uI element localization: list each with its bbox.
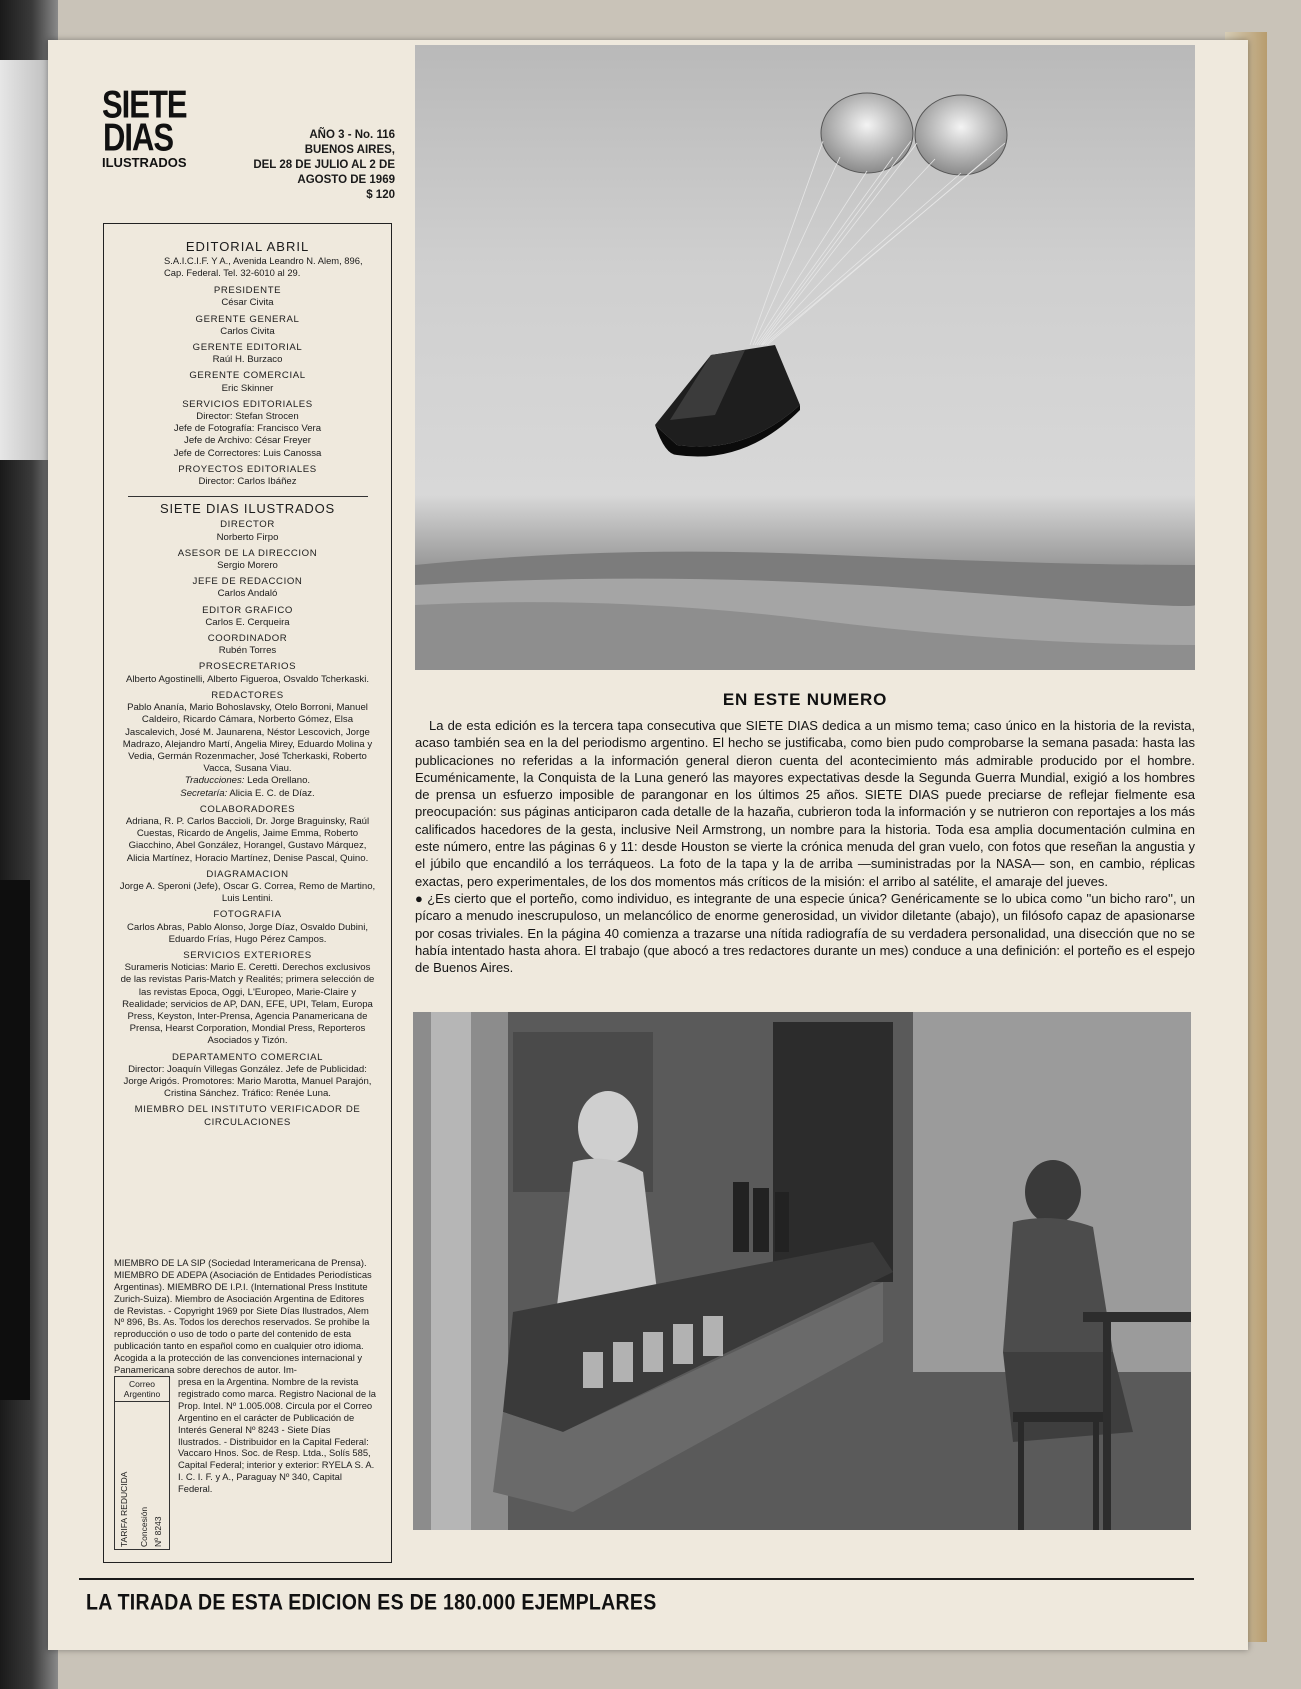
fotografia-list: Carlos Abras, Pablo Alonso, Jorge Díaz, Osvaldo Dubini, Eduardo Frías, Hugo Pérez Campos.	[126, 921, 369, 945]
servicios-line: Jefe de Archivo: César Freyer	[184, 435, 311, 447]
apollo-capsule-photo	[415, 45, 1195, 670]
staff-name: Eric Skinner	[221, 382, 274, 394]
glare-highlight	[0, 60, 52, 460]
diagramacion-heading: DIAGRAMACION	[206, 868, 289, 880]
siete-dias-logo	[102, 82, 187, 171]
staff-role: EDITOR GRAFICO	[202, 604, 293, 616]
proyectos-heading: PROYECTOS EDITORIALES	[178, 463, 317, 475]
stamp-top: Correo Argentino	[115, 1377, 169, 1402]
issue-info	[205, 128, 395, 203]
colaboradores-list: Adriana, R. P. Carlos Baccioli, Dr. Jorge Braguinsky, Raúl Cuestas, Ricardo de Angelis, Jaime Emma, Roberto Giacchino, Abel González, Horangel, Gustavo Márquez, Alicia Martínez, Horacio Martínez, Denise Pascal, Quino.	[125, 815, 370, 864]
staff-name: Carlos Civita	[220, 325, 275, 337]
redactores-list: Pablo Ananía, Mario Bohoslavsky, Otelo Borroni, Manuel Caldeiro, Ricardo Cámara, Norberto Gómez, Elsa Jascalevich, José M. Jaunarena, Néstor Lescovich, Jorge Madrazo, Alejandro Martí, Angelia Mirey, Eduardo Molina y Vedia, Germán Rozenmacher, José Tcherkaski, Roberto Vacca, Susana Viau.	[122, 702, 373, 775]
staff-role: GERENTE GENERAL	[195, 313, 300, 325]
comercial-heading: DEPARTAMENTO COMERCIAL	[171, 1051, 324, 1063]
article-paragraph-2: ● ¿Es cierto que el porteño, como individuo, es integrante de una especie única? Genéricamente se lo ubica como ''un bicho raro'', un pícaro a menudo inescrupuloso, un melancólico de enorme generosidad, un vividor diletante (abajo), un filósofo capaz de apasionarse por cosas triviales. En la página 40 comienza a trazarse una nítida radiografía de su verdadera personalidad, una disección que no se había intentado hasta ahora. El trabajo (que abocó a tres redactores durante un mes) conduce a una definición: el porteño es el espejo de Buenos Aires.	[415, 890, 1195, 976]
traducciones-label: Traducciones:	[184, 775, 245, 787]
issue-dates-2: AGOSTO DE 1969	[297, 174, 395, 186]
print-run-note: LA TIRADA DE ESTA EDICION ES DE 180.000 EJEMPLARES	[86, 1590, 657, 1616]
secretaria-label: Secretaría:	[180, 787, 228, 799]
bar-scene-photo	[413, 1012, 1191, 1530]
masthead-box	[103, 223, 392, 1563]
postal-stamp	[114, 1376, 170, 1550]
article-body	[415, 717, 1195, 976]
article-paragraph-1: La de esta edición es la tercera tapa consecutiva que SIETE DIAS dedica a un mismo tema; caso único en la historia de la revista, acaso también sea en la del periodismo argentino. El hecho se justificaba, como bien pudo comprobarse la semana pasada: hasta las publicaciones no referidas a la información general dieron cuenta del acontecimiento más admirable producido por el hombre. Ecuménicamente, la Conquista de la Luna generó las mayores expectativas desde la Segunda Guerra Mundial, exigió a los hombres de prensa un esfuerzo imposible de parangonar en los últimos 25 años. SIETE DIAS puede preciarse de reflejar fielmente esa preocupación: sus páginas anticiparon cada detalle de la hazaña, cubrieron toda la información y se nutrieron con reportajes a los más calificados hacedores de la gesta, inclusive Neil Armstrong, un nombre para la historia. Toda esa amplia documentación culmina en este número, entre las páginas 6 y 11: desde Houston se vierte la crónica menuda del gran vuelo, con fotos que reseñan la angustia y el júbilo que encandiló a los terráqueos. La foto de la tapa y la de arriba —suministradas por la NASA— son, en cambio, réplicas exactas, pero experimentales, de los dos momentos más críticos de la misión: el arribo al satélite, el amaraje del jueves.	[415, 718, 1195, 889]
staff-role: ASESOR DE LA DIRECCION	[177, 547, 318, 559]
publisher-address: S.A.I.C.I.F. Y A., Avenida Leandro N. Alem, 896, Cap. Federal. Tel. 32-6010 al 29.	[164, 255, 363, 279]
staff-name: Raúl H. Burzaco	[212, 354, 283, 366]
issue-city: BUENOS AIRES,	[304, 144, 395, 156]
magazine-title: SIETE DIAS ILUSTRADOS	[159, 501, 335, 517]
staff-name: Carlos E. Cerqueira	[205, 616, 290, 628]
redactores-heading: REDACTORES	[211, 689, 284, 701]
proyectos-line: Director: Carlos Ibáñez	[198, 476, 297, 488]
servicios-heading: SERVICIOS EDITORIALES	[182, 398, 313, 410]
staff-role: COORDINADOR	[207, 633, 288, 645]
legal-block	[114, 1257, 376, 1550]
footer-rule	[79, 1578, 1194, 1580]
logo-line-1: SIETE	[102, 82, 187, 127]
stamp-concesion: Concesión	[139, 1506, 149, 1547]
exteriores-heading: SERVICIOS EXTERIORES	[183, 949, 312, 961]
fotografia-heading: FOTOGRAFIA	[213, 909, 282, 921]
servicios-line: Jefe de Fotografía: Francisco Vera	[173, 423, 322, 435]
logo-line-2: DIAS	[102, 115, 174, 159]
prosecretarios-list: Alberto Agostinelli, Alberto Figueroa, Osvaldo Tcherkaski.	[126, 673, 369, 685]
bar-scene-illustration	[413, 1012, 1191, 1530]
staff-role: PRESIDENTE	[213, 285, 282, 297]
divider	[128, 496, 368, 497]
colaboradores-heading: COLABORADORES	[199, 803, 296, 815]
servicios-line: Jefe de Correctores: Luis Canossa	[173, 447, 322, 459]
staff-name: Rubén Torres	[218, 645, 277, 657]
prosecretarios-heading: PROSECRETARIOS	[198, 661, 297, 673]
issue-dates-1: DEL 28 DE JULIO AL 2 DE	[253, 159, 395, 171]
exteriores-list: Surameris Noticias: Mario E. Ceretti. Derechos exclusivos de las revistas Paris-Match y Realités; primera selección de las revistas Epoca, Oggi, L'Europeo, Marie-Claire y Realidade; servicios de AP, DAN, EFE, UPI, Telam, Europa Press, Keyston, Inter-Prensa, Agencia Panamericana de Prensa, Hearst Corporation, Mondial Press, Reporteros Asociados y Tizón.	[120, 962, 375, 1047]
diagramacion-list: Jorge A. Speroni (Jefe), Oscar G. Correa, Remo de Martino, Luis Lentini.	[119, 880, 376, 905]
logo-line-3: ILUSTRADOS	[102, 155, 187, 171]
servicios-line: Director: Stefan Strocen	[196, 411, 299, 423]
staff-role: GERENTE EDITORIAL	[192, 342, 303, 354]
comercial-list: Director: Joaquín Villegas González. Jefe de Publicidad: Jorge Arigós. Promotores: Mario Marotta, Manuel Parajón, Cristina Sánchez. Tráfico: Renée Luna.	[123, 1063, 372, 1100]
staff-name: Norberto Firpo	[216, 531, 279, 543]
staff-name: César Civita	[221, 297, 274, 309]
issue-number: AÑO 3 - No. 116	[309, 129, 395, 141]
traducciones-line	[104, 775, 391, 787]
section-title: EN ESTE NUMERO	[722, 690, 888, 709]
stamp-number: Nº 8243	[153, 1516, 163, 1547]
issue-price: $ 120	[366, 189, 395, 201]
miembro-heading: MIEMBRO DEL INSTITUTO VERIFICADOR DE CIRCULACIONES	[134, 1104, 361, 1128]
stamp-tarifa: TARIFA REDUCIDA	[119, 1471, 129, 1547]
publisher-name: EDITORIAL ABRIL	[185, 239, 310, 254]
dark-band	[0, 880, 30, 1400]
staff-role: DIRECTOR	[220, 519, 275, 531]
staff-name: Sergio Morero	[217, 560, 278, 572]
staff-name: Carlos Andaló	[217, 588, 278, 600]
legal-top-text: MIEMBRO DE LA SIP (Sociedad Interamericana de Prensa). MIEMBRO DE ADEPA (Asociación de Entidades Periodísticas Argentinas). MIEMBRO DE I.P.I. (International Press Institute Zurich-Suiza). Miembro de Asociación Argentina de Editores de Revistas. - Copyright 1969 por Siete Días Ilustrados, Alem Nº 896, Bs. As. Todos los derechos reservados. Se prohibe la reproducción o uso de todo o parte del contenido de esta publicación tanto en español como en cualquier otro idioma. Acogida a la protección de las convenciones internacional y Panamericana sobre derechos de autor. Im-	[114, 1256, 372, 1376]
legal-bottom-text: presa en la Argentina. Nombre de la revista registrado como marca. Registro Nacional de la Prop. Intel. Nº 1.005.008. Circula por el Correo Argentino en el carácter de Publicación de Interés General Nº 8243 - Siete Días Ilustrados. - Distribuidor en la Capital Federal: Vaccaro Hnos. Soc. de Resp. Ltda., Solís 585, Capital Federal; interior y exterior: RYELA S. A. I. C. I. F. y A., Paraguay Nº 340, Capital Federal.	[178, 1376, 377, 1495]
staff-role: GERENTE COMERCIAL	[189, 370, 306, 382]
capsule-illustration	[415, 45, 1195, 670]
traducciones-value: Leda Orellano.	[247, 775, 311, 787]
secretaria-value: Alicia E. C. de Díaz.	[229, 787, 315, 799]
staff-role: JEFE DE REDACCION	[192, 576, 303, 588]
secretaria-line	[104, 788, 391, 800]
